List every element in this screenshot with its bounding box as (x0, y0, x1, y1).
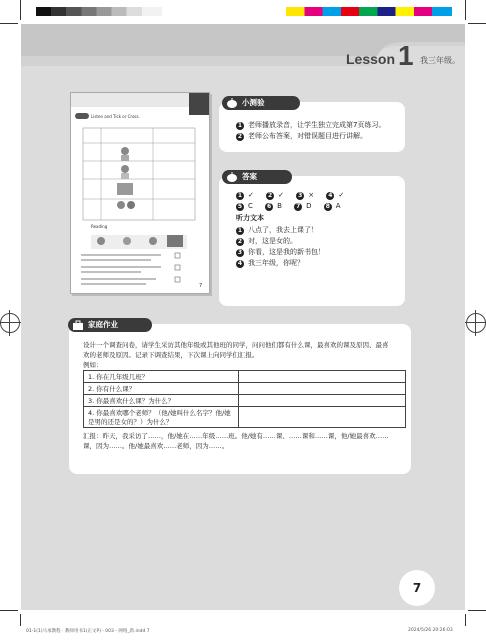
footer-timestamp: 2024/5/26 20:26:03 (408, 628, 453, 633)
report-line: 课，因为……。他/她最喜欢……老师，因为……。 (83, 442, 229, 450)
answers-tag (222, 170, 292, 184)
listening-item: 1 八点了，我去上课了！ (237, 226, 318, 234)
crop-mark (0, 610, 18, 611)
bullet-number: 1 (237, 122, 243, 129)
textbook-page-thumbnail (70, 92, 210, 294)
table-row: 1. 你在几年级几班？ (84, 371, 406, 383)
homework-intro-line: 欢的老师及原因。记录下调查结果，下次课上向同学们汇报。 (83, 351, 259, 359)
crop-mark (20, 0, 21, 20)
crop-mark (465, 614, 466, 626)
listening-item: 2 对，这是女的。 (237, 237, 297, 245)
color-bar-cmyk (286, 7, 452, 16)
quiz-item: 2 老师公布答案，对错误题目进行讲解。 (237, 132, 367, 140)
listening-item: 4 我三年级，你呢？ (237, 259, 304, 267)
mouse-icon (226, 172, 238, 182)
report-line: 汇报：昨天，我采访了……，他/她在……年级……班。他/她有……课、……课和……课，他/她最喜欢…… (83, 432, 389, 440)
answers-title: 答案 (242, 172, 257, 181)
example-label: 例如： (83, 361, 103, 369)
lesson-number: 1 (398, 40, 414, 71)
table-row: 2. 你有什么课？ (84, 383, 406, 395)
thumbnail-section2: Reading (91, 224, 108, 229)
quiz-title: 小测验 (242, 98, 265, 107)
color-bar-gray (36, 7, 162, 16)
registration-mark-right (466, 313, 486, 333)
answer-row-1: 1 ✓ 2 ✓ 3 × 4 ✓ (237, 191, 345, 199)
answer-row-2: 5 C 6 B 7 D 8 A (237, 202, 341, 210)
homework-intro-line: 设计一个调查问卷，请学生采访其他年级或其他班的同学，问问他们都有什么课，最喜欢的课及原因、最喜 (83, 341, 389, 349)
footer-file-info: 01-1(1)马承教程 · 教师用书1(正文P) · 003 - 网络_新.indd 7 (26, 629, 150, 634)
thumbnail-section1: Listen and Tick or Cross. (91, 114, 140, 119)
page-number: 7 (399, 570, 435, 606)
mouse-icon (226, 98, 238, 108)
thumbnail-art (71, 93, 209, 293)
quiz-tag (222, 96, 300, 110)
homework-tag (68, 318, 152, 332)
bullet-number: 2 (237, 133, 243, 140)
listening-title: 听力文本 (236, 214, 264, 222)
crop-mark (468, 23, 486, 24)
bag-icon (72, 320, 84, 330)
table-row: 3. 你最喜欢什么课？为什么？ (84, 395, 406, 407)
crop-mark (465, 0, 466, 20)
lesson-title: 我三年级。 (420, 56, 460, 65)
listening-item: 3 你看，这是我的新书包！ (237, 248, 325, 256)
homework-title: 家庭作业 (88, 320, 118, 329)
crop-mark (20, 614, 21, 626)
survey-table (83, 370, 406, 428)
thumbnail-page: 7 (199, 283, 203, 289)
crop-mark (468, 610, 486, 611)
table-row: 4. 你最喜欢哪个老师？（他/她叫什么名字？他/她是男的还是女的？）为什么？ (84, 407, 406, 428)
lesson-word: Lesson (346, 51, 396, 67)
registration-mark-left (0, 313, 20, 333)
crop-mark (0, 23, 18, 24)
quiz-item: 1 老师播放录音，让学生独立完成第7页练习。 (237, 121, 386, 129)
